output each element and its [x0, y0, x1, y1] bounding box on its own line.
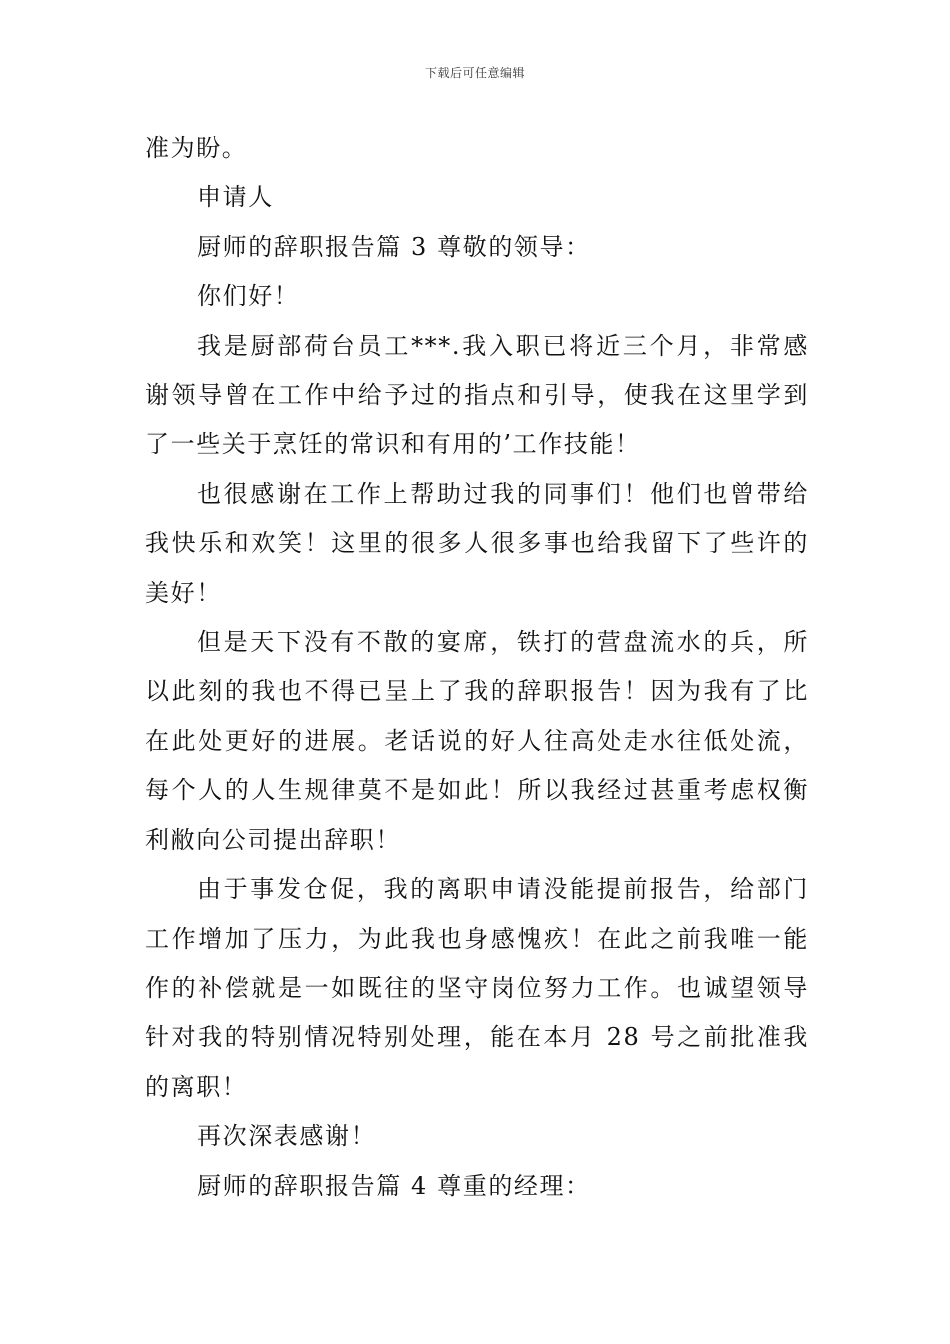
paragraph-applicant: 申请人 [197, 183, 274, 212]
paragraph-introduction: 我是厨部荷台员工***.我入职已将近三个月，非常感谢领导曾在工作中给予过的指点和引导，使我在这里学到了一些关于烹饪的常识和有用的’工作技能！ [145, 331, 809, 459]
page-header: 下载后可任意编辑 [424, 66, 525, 80]
paragraph-section-4-heading: 厨师的辞职报告篇 4 尊重的经理： [197, 1171, 591, 1200]
paragraph-closing-thanks: 再次深表感谢！ [197, 1122, 377, 1151]
document-body [145, 124, 809, 1211]
paragraph-continuation: 准为盼。 [145, 134, 248, 162]
paragraph-section-3-heading: 厨师的辞职报告篇 3 尊敬的领导： [197, 232, 591, 261]
paragraph-request: 由于事发仓促，我的离职申请没能提前报告，给部门工作增加了压力，为此我也身感愧疚！在此之前我唯一能作的补偿就是一如既往的坚守岗位努力工作。也诚望领导针对我的特别情况特别处理，能在本月 28 号之前批准我的离职！ [145, 875, 809, 1101]
paragraph-thanks-colleagues: 也很感谢在工作上帮助过我的同事们！他们也曾带给我快乐和欢笑！这里的很多人很多事也给我留下了些许的美好！ [145, 479, 809, 607]
paragraph-greeting: 你们好！ [197, 282, 300, 311]
paragraph-reason: 但是天下没有不散的宴席，铁打的营盘流水的兵，所以此刻的我也不得已呈上了我的辞职报告！因为我有了比在此处更好的进展。老话说的好人往高处走水往低处流，每个人的人生规律莫不是如此！所以我经过甚重考虑权衡利敝向公司提出辞职！ [145, 628, 809, 854]
